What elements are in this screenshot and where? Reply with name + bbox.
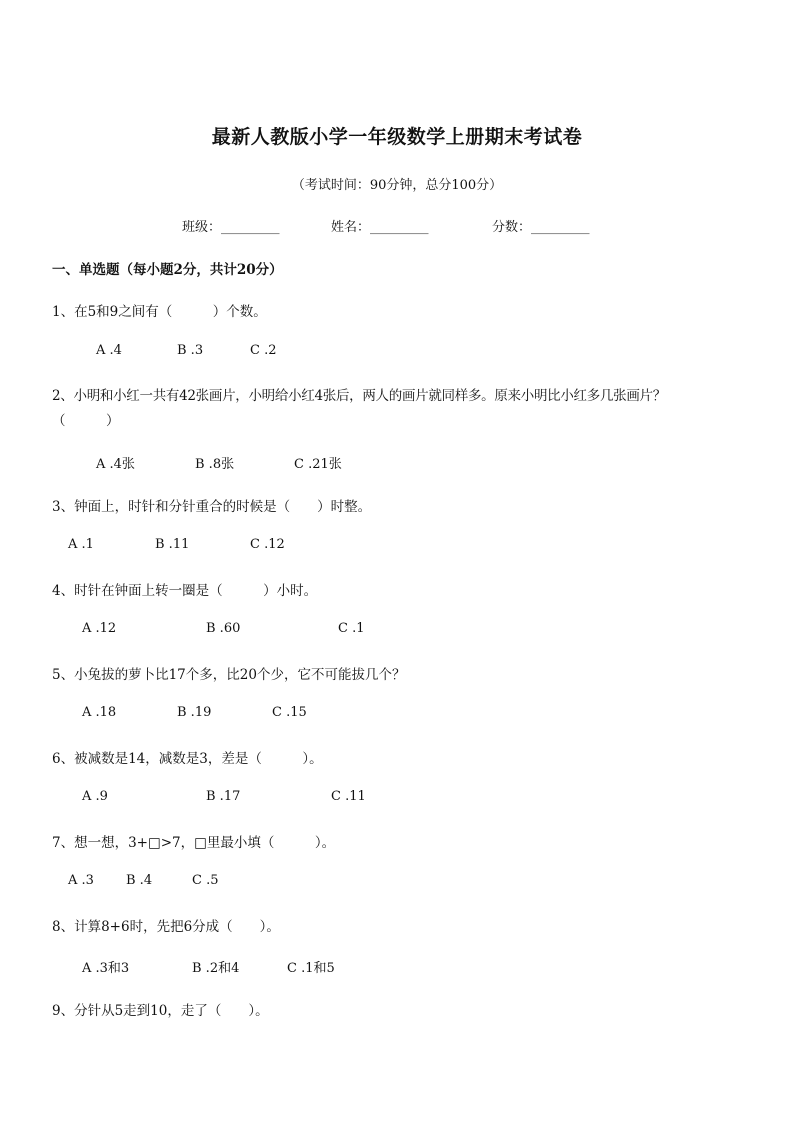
question-9: 9、分针从5走到10，走了（ ）。 xyxy=(52,1003,269,1019)
question-1: 1、在5和9之间有（ ）个数。 xyxy=(52,304,267,320)
question-7: 7、想一想，3+□>7，□里最小填（ ）。 xyxy=(52,835,336,851)
q2-option-c: C .21张 xyxy=(294,457,342,472)
q6-option-b: B .17 xyxy=(206,789,241,804)
q6-option-a: A .9 xyxy=(82,789,108,804)
q8-option-b: B .2和4 xyxy=(192,961,240,976)
q4-option-a: A .12 xyxy=(82,621,117,636)
q5-option-a: A .18 xyxy=(82,705,117,720)
q8-option-a: A .3和3 xyxy=(82,961,130,976)
score-field: 分数：_________ xyxy=(492,220,590,235)
q7-option-a: A .3 xyxy=(68,873,94,888)
q1-option-c: C .2 xyxy=(250,343,277,358)
exam-subtitle: （考试时间：90分钟，总分100分） xyxy=(291,178,503,193)
question-8: 8、计算8+6时，先把6分成（ ）。 xyxy=(52,919,280,935)
q7-option-c: C .5 xyxy=(192,873,219,888)
class-field: 班级：_________ xyxy=(182,220,280,235)
q1-option-a: A .4 xyxy=(96,343,122,358)
question-2-blank: （ ） xyxy=(52,413,120,429)
q7-option-b: B .4 xyxy=(126,873,153,888)
q2-option-a: A .4张 xyxy=(96,457,135,472)
q8-option-c: C .1和5 xyxy=(287,961,335,976)
q3-option-a: A .1 xyxy=(68,537,94,552)
q3-option-b: B .11 xyxy=(155,537,190,552)
q4-option-c: C .1 xyxy=(338,621,365,636)
name-field: 姓名：_________ xyxy=(331,220,429,235)
q6-option-c: C .11 xyxy=(331,789,366,804)
q5-option-b: B .19 xyxy=(177,705,212,720)
q5-option-c: C .15 xyxy=(272,705,307,720)
question-4: 4、时针在钟面上转一圈是（ ）小时。 xyxy=(52,583,318,599)
q3-option-c: C .12 xyxy=(250,537,285,552)
q4-option-b: B .60 xyxy=(206,621,241,636)
question-6: 6、被减数是14，减数是3，差是（ ）。 xyxy=(52,751,323,767)
question-5: 5、小兔拔的萝卜比17个多，比20个少，它不可能拔几个？ xyxy=(52,667,406,683)
section-heading: 一、单选题（每小题2分，共计20分） xyxy=(52,262,283,278)
question-2: 2、小明和小红一共有42张画片，小明给小红4张后，两人的画片就同样多。原来小明比小红多几张画片？ xyxy=(52,388,666,404)
q1-option-b: B .3 xyxy=(177,343,204,358)
page-title: 最新人教版小学一年级数学上册期末考试卷 xyxy=(211,126,583,148)
q2-option-b: B .8张 xyxy=(195,457,235,472)
question-3: 3、钟面上，时针和分针重合的时候是（ ）时整。 xyxy=(52,499,372,515)
